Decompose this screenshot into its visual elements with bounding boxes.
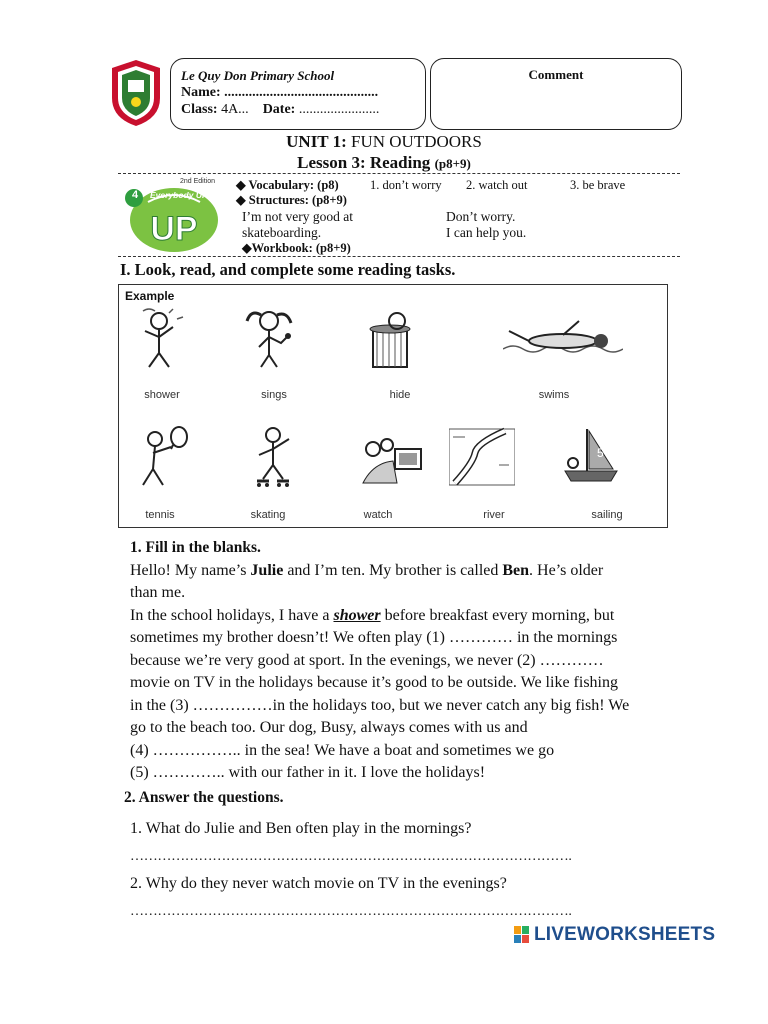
caption-river: river bbox=[483, 509, 505, 521]
struct-label: Structures: (p8+9) bbox=[248, 193, 347, 207]
struct-right-line-1: Don’t worry. bbox=[446, 209, 516, 224]
struct-left-line-2: skateboarding. bbox=[242, 225, 322, 240]
task-1 bbox=[130, 537, 710, 785]
structure-left bbox=[242, 209, 353, 241]
book-title: Everybody UP bbox=[150, 190, 208, 200]
example-label: Example bbox=[125, 289, 175, 303]
caption-shower: shower bbox=[144, 389, 180, 401]
everybody-up-logo bbox=[122, 180, 222, 254]
class-label: Class: bbox=[181, 102, 218, 117]
workbook-label: Workbook: (p8+9) bbox=[251, 241, 351, 255]
unit-title bbox=[0, 132, 768, 152]
passage-line-8: go to the beach too. Our dog, Busy, always comes with us and bbox=[130, 719, 528, 736]
unit-number: UNIT 1: bbox=[286, 132, 347, 151]
section-1-title: I. Look, read, and complete some reading tasks. bbox=[120, 260, 456, 279]
name-line[interactable]: Name: ............................................ bbox=[181, 85, 379, 100]
skating-illustration bbox=[241, 425, 307, 487]
lesson-name: Lesson 3: Reading bbox=[297, 153, 431, 172]
struct-left-line-1: I’m not very good at bbox=[242, 209, 353, 224]
lesson-title bbox=[0, 153, 768, 173]
example-answer: shower bbox=[333, 606, 381, 624]
student-info-box bbox=[170, 58, 426, 130]
caption-hide: hide bbox=[389, 389, 411, 401]
passage-line-blank-3[interactable]: in the (3) ……………in the holidays too, but we never catch any big fish! We bbox=[130, 696, 630, 714]
sailing-illustration bbox=[557, 425, 623, 487]
caption-sings: sings bbox=[261, 389, 287, 401]
hiding-illustration bbox=[359, 307, 425, 369]
svg-text:5: 5 bbox=[597, 446, 604, 460]
passage-line-3: In the school holidays, I have a shower before breakfast every morning, but bbox=[130, 606, 615, 624]
task-1-title: 1. Fill in the blanks. bbox=[130, 539, 261, 556]
question-1: 1. What do Julie and Ben often play in the mornings? bbox=[130, 820, 472, 837]
vocab-item-2: 2. watch out bbox=[466, 178, 528, 192]
caption-sailing: sailing bbox=[591, 509, 623, 521]
class-value[interactable]: 4A... bbox=[221, 102, 249, 117]
passage-line-1: Hello! My name’s Julie and I’m ten. My brother is called Ben. He’s older bbox=[130, 561, 604, 579]
task-2-title: 2. Answer the questions. bbox=[124, 789, 284, 806]
vocab-item-3: 3. be brave bbox=[570, 178, 626, 192]
name-julie: Julie bbox=[250, 561, 284, 579]
watching-illustration bbox=[359, 425, 425, 487]
passage-line-blank-2[interactable]: because we’re very good at sport. In the evenings, we never (2) ………… bbox=[130, 651, 604, 669]
question-2: 2. Why do they never watch movie on TV in the evenings? bbox=[130, 875, 507, 892]
shower-illustration bbox=[129, 307, 195, 369]
vocab-label: Vocabulary: (p8) bbox=[248, 178, 339, 192]
caption-swims: swims bbox=[538, 389, 570, 401]
date-label: Date: bbox=[262, 102, 296, 117]
divider-top bbox=[118, 173, 680, 174]
caption-watch: watch bbox=[363, 509, 393, 521]
tennis-illustration bbox=[129, 425, 195, 487]
vocabulary-picture-panel bbox=[118, 284, 668, 528]
singing-illustration bbox=[241, 307, 307, 369]
caption-tennis: tennis bbox=[145, 509, 175, 521]
lesson-pages: (p8+9) bbox=[434, 156, 471, 171]
struct-right-line-2: I can help you. bbox=[446, 225, 527, 240]
swimming-illustration bbox=[503, 307, 623, 369]
passage-line-blank-1[interactable]: sometimes my brother doesn’t! We often play (1) ………… in the mornings bbox=[130, 629, 618, 646]
answer-line-2[interactable]: ……………………………………………………………………………………. bbox=[130, 904, 572, 919]
passage-line-6: movie on TV in the holidays because it’s good to be outside. We like fishing bbox=[130, 674, 618, 691]
river-illustration bbox=[449, 425, 515, 487]
workbook-row: ◆Workbook: (p8+9) bbox=[242, 241, 351, 255]
structures-row: ◆ Structures: (p8+9) bbox=[236, 193, 347, 207]
caption-skating: skating bbox=[250, 509, 286, 521]
comment-label: Comment bbox=[528, 67, 584, 82]
liveworksheets-brand[interactable]: LIVEWORKSHEETS bbox=[534, 924, 716, 945]
answer-line-1[interactable]: ……………………………………………………………………………………. bbox=[130, 849, 572, 864]
vocabulary-row: ◆ Vocabulary: (p8) bbox=[236, 178, 339, 192]
class-date-line bbox=[181, 101, 415, 118]
divider-bottom bbox=[118, 256, 680, 257]
book-level: 4 bbox=[131, 189, 139, 201]
unit-name: FUN OUTDOORS bbox=[351, 132, 482, 151]
school-name: Le Quy Don Primary School bbox=[181, 68, 335, 83]
name-ben: Ben bbox=[502, 561, 530, 579]
passage-line-blank-5[interactable]: (5) ………….. with our father in it. I love the holidays! bbox=[130, 764, 486, 781]
book-edition: 2nd Edition bbox=[180, 178, 216, 185]
vocab-item-1: 1. don’t worry bbox=[370, 178, 442, 192]
date-value[interactable]: ....................... bbox=[298, 102, 380, 117]
passage-line-2: than me. bbox=[130, 584, 186, 601]
school-logo bbox=[108, 58, 164, 128]
svg-text:UP: UP bbox=[150, 210, 198, 248]
structure-right bbox=[446, 209, 526, 241]
comment-box bbox=[430, 58, 682, 130]
passage-line-blank-4[interactable]: (4) …………….. in the sea! We have a boat and sometimes we go bbox=[130, 741, 555, 759]
liveworksheets-logo-icon bbox=[514, 926, 530, 944]
